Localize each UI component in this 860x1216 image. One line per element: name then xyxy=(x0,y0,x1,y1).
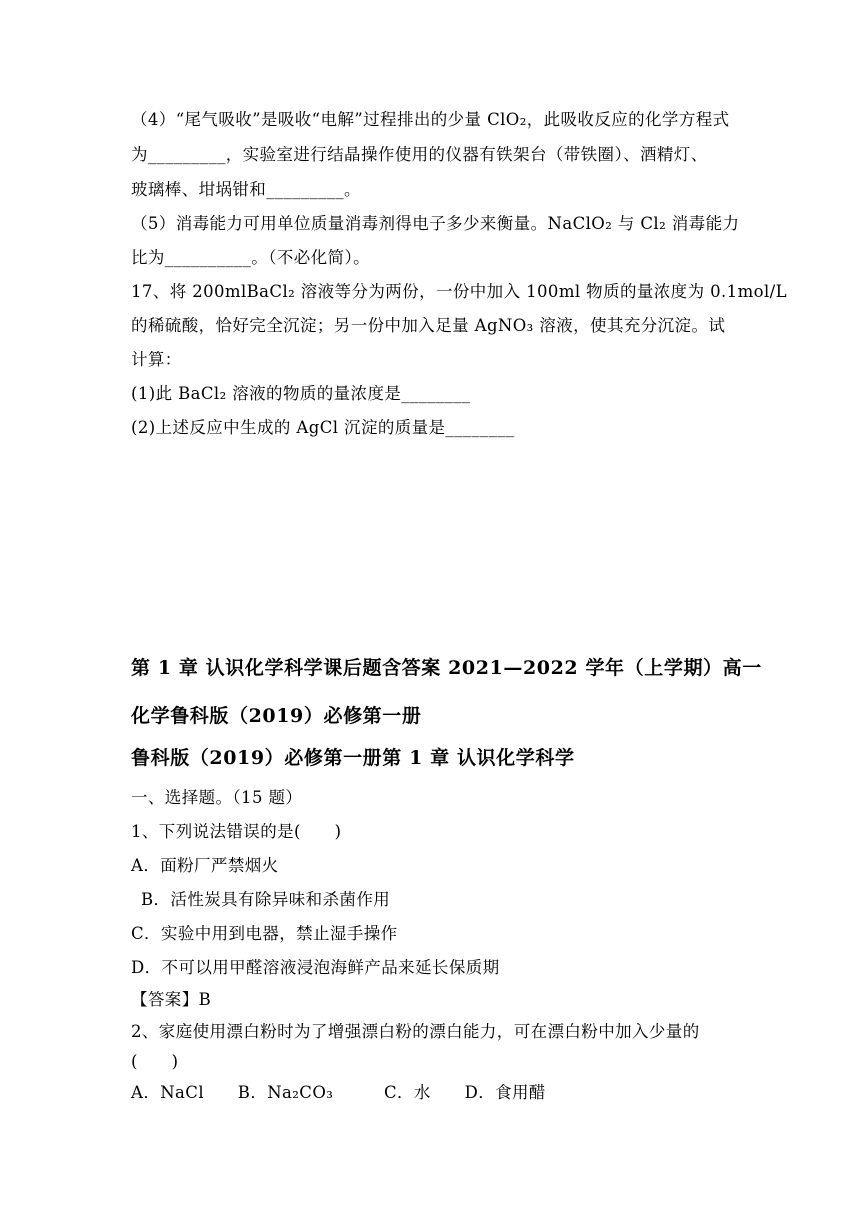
q16-part5-line1: （5）消毒能力可用单位质量消毒剂得电子多少来衡量。NaClO₂ 与 Cl₂ 消毒能力 xyxy=(131,214,740,233)
q17-subquestion-2: (2)上述反应中生成的 AgCl 沉淀的质量是________ xyxy=(131,418,515,437)
document-title-line1: 第 1 章 认识化学科学课后题含答案 2021—2022 学年（上学期）高一 xyxy=(131,657,762,679)
q1-option-d: D．不可以用甲醛溶液浸泡海鲜产品来延长保质期 xyxy=(131,958,500,977)
document-title-line2: 化学鲁科版（2019）必修第一册 xyxy=(131,705,422,727)
q1-stem: 1、下列说法错误的是( ) xyxy=(131,822,342,841)
q1-answer: 【答案】B xyxy=(131,990,212,1009)
q17-line3: 计算： xyxy=(131,350,182,369)
q16-part5-line2: 比为__________。（不必化简）。 xyxy=(131,248,370,267)
section-heading: 一、选择题。（15 题） xyxy=(131,788,303,807)
document-subtitle: 鲁科版（2019）必修第一册第 1 章 认识化学科学 xyxy=(131,747,575,769)
q17-line2: 的稀硫酸，恰好完全沉淀；另一份中加入足量 AgNO₃ 溶液，使其充分沉淀。试 xyxy=(131,316,726,335)
q16-part4-line3: 玻璃棒、坩埚钳和_________。 xyxy=(131,180,361,199)
q1-option-c: C．实验中用到电器，禁止湿手操作 xyxy=(131,924,398,943)
q1-option-b: B．活性炭具有除异味和杀菌作用 xyxy=(141,890,391,909)
q17-subquestion-1: (1)此 BaCl₂ 溶液的物质的量浓度是________ xyxy=(131,384,471,403)
q16-part4-line2: 为_________，实验室进行结晶操作使用的仪器有铁架台（带铁圈）、酒精灯、 xyxy=(131,145,708,164)
q1-option-a: A．面粉厂严禁烟火 xyxy=(131,856,279,875)
q2-options: A．NaCl B．Na₂CO₃ C．水 D．食用醋 xyxy=(131,1083,546,1102)
q17-line1: 17、将 200mlBaCl₂ 溶液等分为两份，一份中加入 100ml 物质的量浓度为 0.1mol/L xyxy=(131,282,787,301)
q16-part4-line1: （4）“尾气吸收”是吸收“电解”过程排出的少量 ClO₂，此吸收反应的化学方程式 xyxy=(131,110,730,129)
q2-stem-line1: 2、家庭使用漂白粉时为了增强漂白粉的漂白能力，可在漂白粉中加入少量的 xyxy=(131,1022,700,1041)
q2-stem-line2: ( ) xyxy=(131,1052,179,1071)
